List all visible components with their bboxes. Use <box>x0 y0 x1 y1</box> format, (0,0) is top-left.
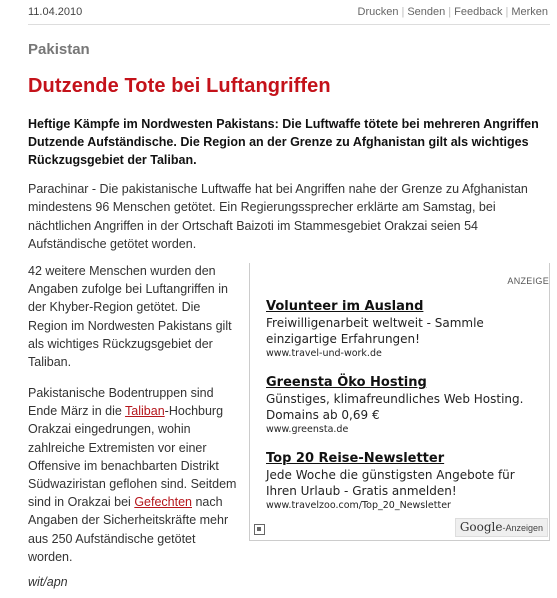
ad-description: Günstiges, klimafreundliches Web Hosting. Domains ab 0,69 € <box>266 392 524 422</box>
ad-url[interactable]: www.travel-und-work.de <box>266 348 382 359</box>
google-ads-badge[interactable] <box>455 518 548 537</box>
article-paragraph-3 <box>28 384 238 566</box>
google-ads-suffix: -Anzeigen <box>502 523 543 533</box>
bookmark-link[interactable]: Merken <box>511 6 548 18</box>
ad-url[interactable]: www.greensta.de <box>266 424 349 435</box>
paragraph-text: -Hochburg Orakzai eingedrungen, wohin zahlreiche Extremisten vor einer Offensive im benachbarten Distrikt Südwaziristan geflohen sind. Seitdem sind in Orakzai bei <box>28 404 237 510</box>
article-headline: Dutzende Tote bei Luftangriffen <box>28 75 331 97</box>
ad-url[interactable]: www.travelzoo.com/Top_20_Newsletter <box>266 500 451 511</box>
ad-box <box>249 263 550 541</box>
article-lead: Heftige Kämpfe im Nordwesten Pakistans: Die Luftwaffe tötete bei mehreren Angriffen Dutzende Aufständische. Die Region an der Grenze zu Afghanistan gilt als wichtiges Rückzugsgebiet der Taliban. <box>28 117 539 167</box>
google-logo: Google <box>459 520 503 534</box>
ad-description: Freiwilligenarbeit weltweit - Sammle einzigartige Erfahrungen! <box>266 316 484 346</box>
ad-choices-icon[interactable] <box>254 524 265 535</box>
article-category: Pakistan <box>28 41 90 58</box>
article-paragraph-1: Parachinar - Die pakistanische Luftwaffe hat bei Angriffen nahe der Grenze zu Afghanistan mindestens 96 Menschen getötet. Ein Regierungssprecher erklärte am Samstag, bei nächtlichen Angriffen in der Ortschaft Baizoti im Stammesgebiet Orakzai seien 54 Aufständische getötet worden. <box>28 182 528 251</box>
print-link[interactable]: Drucken <box>357 6 399 18</box>
ad-description: Jede Woche die günstigsten Angebote für Ihren Urlaub - Gratis anmelden! <box>266 468 515 498</box>
separator: | <box>505 6 509 18</box>
ad-title[interactable]: Top 20 Reise-Newsletter <box>266 451 445 466</box>
article-source: wit/apn <box>28 575 68 589</box>
ad-item[interactable] <box>266 374 546 437</box>
ad-title[interactable]: Greensta Öko Hosting <box>266 375 427 390</box>
separator: | <box>448 6 452 18</box>
divider <box>28 24 550 25</box>
ad-item[interactable] <box>266 298 546 361</box>
article-tools <box>358 6 548 18</box>
ad-label: ANZEIGE <box>507 276 549 286</box>
article-date: 11.04.2010 <box>28 6 83 18</box>
ad-item[interactable] <box>266 450 546 513</box>
send-link[interactable]: Senden <box>407 6 446 18</box>
ad-title[interactable]: Volunteer im Ausland <box>266 299 424 314</box>
paragraph-text: Pakistanische Bodentruppen sind Ende März in die <box>28 386 214 419</box>
separator: | <box>401 6 405 18</box>
feedback-link[interactable]: Feedback <box>454 6 503 18</box>
paragraph-text: nach Angaben der Sicherheitskräfte mehr aus 250 Aufständische getötet worden. <box>28 495 229 564</box>
top-toolbar <box>28 6 548 22</box>
gefechten-link[interactable]: Gefechten <box>134 495 192 510</box>
article-paragraph-2: 42 weitere Menschen wurden den Angaben zufolge bei Luftangriffen in der Khyber-Region getötet. Die Region im Nordwesten Pakistans gilt als wichtiges Rückzugsgebiet der Taliban. <box>28 264 232 370</box>
taliban-link[interactable]: Taliban <box>125 404 165 419</box>
